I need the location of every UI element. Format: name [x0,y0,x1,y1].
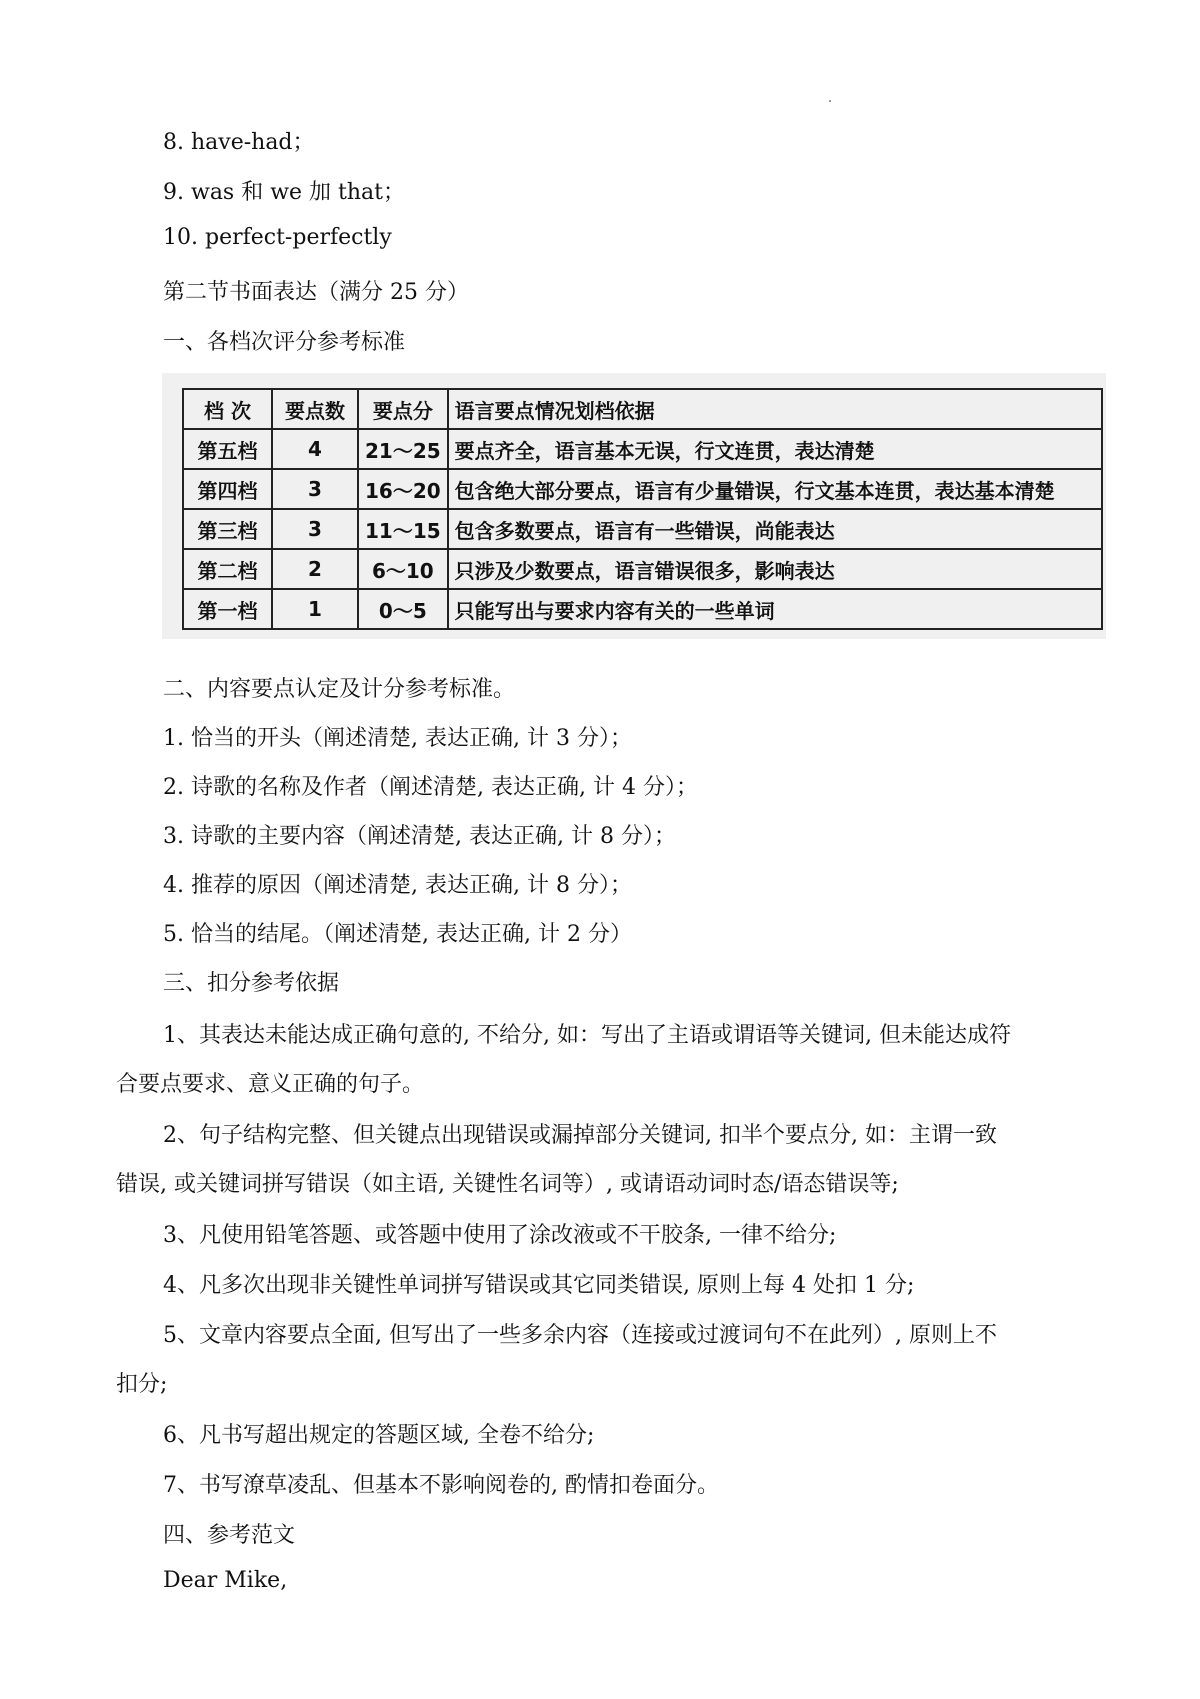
table-cell: 11～15 [358,509,448,549]
table-header-cell: 要点数 [272,389,358,429]
scan-speck [829,100,831,102]
content-point-3: 3. 诗歌的主要内容（阐述清楚, 表达正确, 计 8 分）； [163,824,676,849]
grading-table [182,388,1103,630]
answer-line-10: 10. perfect-perfectly [163,225,392,250]
table-cell: 第二档 [183,549,272,589]
deduction-rule-5-cont: 扣分; [116,1372,168,1397]
content-point-5: 5. 恰当的结尾。（阐述清楚, 表达正确, 计 2 分） [163,922,632,947]
content-point-4: 4. 推荐的原因（阐述清楚, 表达正确, 计 8 分）； [163,873,632,898]
deduction-rule-1: 1、其表达未能达成正确句意的, 不给分, 如：写出了主语或谓语等关键词, 但未能达成符 [163,1023,1011,1048]
section-title: 第二节书面表达（满分 25 分） [163,280,469,305]
deduction-rule-3: 3、凡使用铅笔答题、或答题中使用了涂改液或不干胶条, 一律不给分; [163,1223,837,1248]
table-header-cell: 语言要点情况划档依据 [448,389,1102,429]
table-header-cell: 要点分 [358,389,448,429]
table-cell: 包含绝大部分要点，语言有少量错误，行文基本连贯，表达基本清楚 [448,469,1102,509]
grading-table-scan [162,373,1106,639]
deduction-rule-4: 4、凡多次出现非关键性单词拼写错误或其它同类错误, 原则上每 4 处扣 1 分; [163,1273,915,1298]
table-cell: 0～5 [358,589,448,629]
table-cell: 1 [272,589,358,629]
table-cell: 只涉及少数要点，语言错误很多，影响表达 [448,549,1102,589]
table-cell: 6～10 [358,549,448,589]
part4-title: 四、参考范文 [163,1523,296,1548]
answer-line-8: 8. have-had； [163,130,315,155]
table-cell: 第一档 [183,589,272,629]
letter-salutation: Dear Mike, [163,1568,288,1593]
answer-line-9: 9. was 和 we 加 that； [163,180,406,205]
table-header-cell: 档 次 [183,389,272,429]
content-point-1: 1. 恰当的开头（阐述清楚, 表达正确, 计 3 分）； [163,726,632,751]
deduction-rule-1-cont: 合要点要求、意义正确的句子。 [116,1072,425,1097]
table-cell: 21～25 [358,429,448,469]
table-cell: 3 [272,509,358,549]
table-cell: 只能写出与要求内容有关的一些单词 [448,589,1102,629]
part3-title: 三、扣分参考依据 [163,971,340,996]
table-row [183,469,1102,509]
deduction-rule-2-cont: 错误, 或关键词拼写错误（如主语, 关键性名词等）, 或请语动词时态/语态错误等; [116,1172,899,1197]
table-cell: 第三档 [183,509,272,549]
table-cell: 3 [272,469,358,509]
table-row [183,589,1102,629]
table-cell: 第四档 [183,469,272,509]
table-cell: 16～20 [358,469,448,509]
table-cell: 要点齐全，语言基本无误，行文连贯，表达清楚 [448,429,1102,469]
table-row [183,549,1102,589]
content-point-2: 2. 诗歌的名称及作者（阐述清楚, 表达正确, 计 4 分）； [163,775,698,800]
part1-title: 一、各档次评分参考标准 [163,330,406,355]
deduction-rule-5: 5、文章内容要点全面, 但写出了一些多余内容（连接或过渡词句不在此列）, 原则上不 [163,1323,997,1348]
deduction-rule-7: 7、书写潦草凌乱、但基本不影响阅卷的, 酌情扣卷面分。 [163,1473,719,1498]
table-cell: 包含多数要点，语言有一些错误，尚能表达 [448,509,1102,549]
table-header-row [183,389,1102,429]
table-cell: 2 [272,549,358,589]
table-cell: 第五档 [183,429,272,469]
part2-title: 二、内容要点认定及计分参考标准。 [163,677,516,702]
table-row [183,509,1102,549]
deduction-rule-6: 6、凡书写超出规定的答题区域, 全卷不给分; [163,1423,595,1448]
table-cell: 4 [272,429,358,469]
deduction-rule-2: 2、句子结构完整、但关键点出现错误或漏掉部分关键词, 扣半个要点分, 如：主谓一致 [163,1123,997,1148]
table-row [183,429,1102,469]
